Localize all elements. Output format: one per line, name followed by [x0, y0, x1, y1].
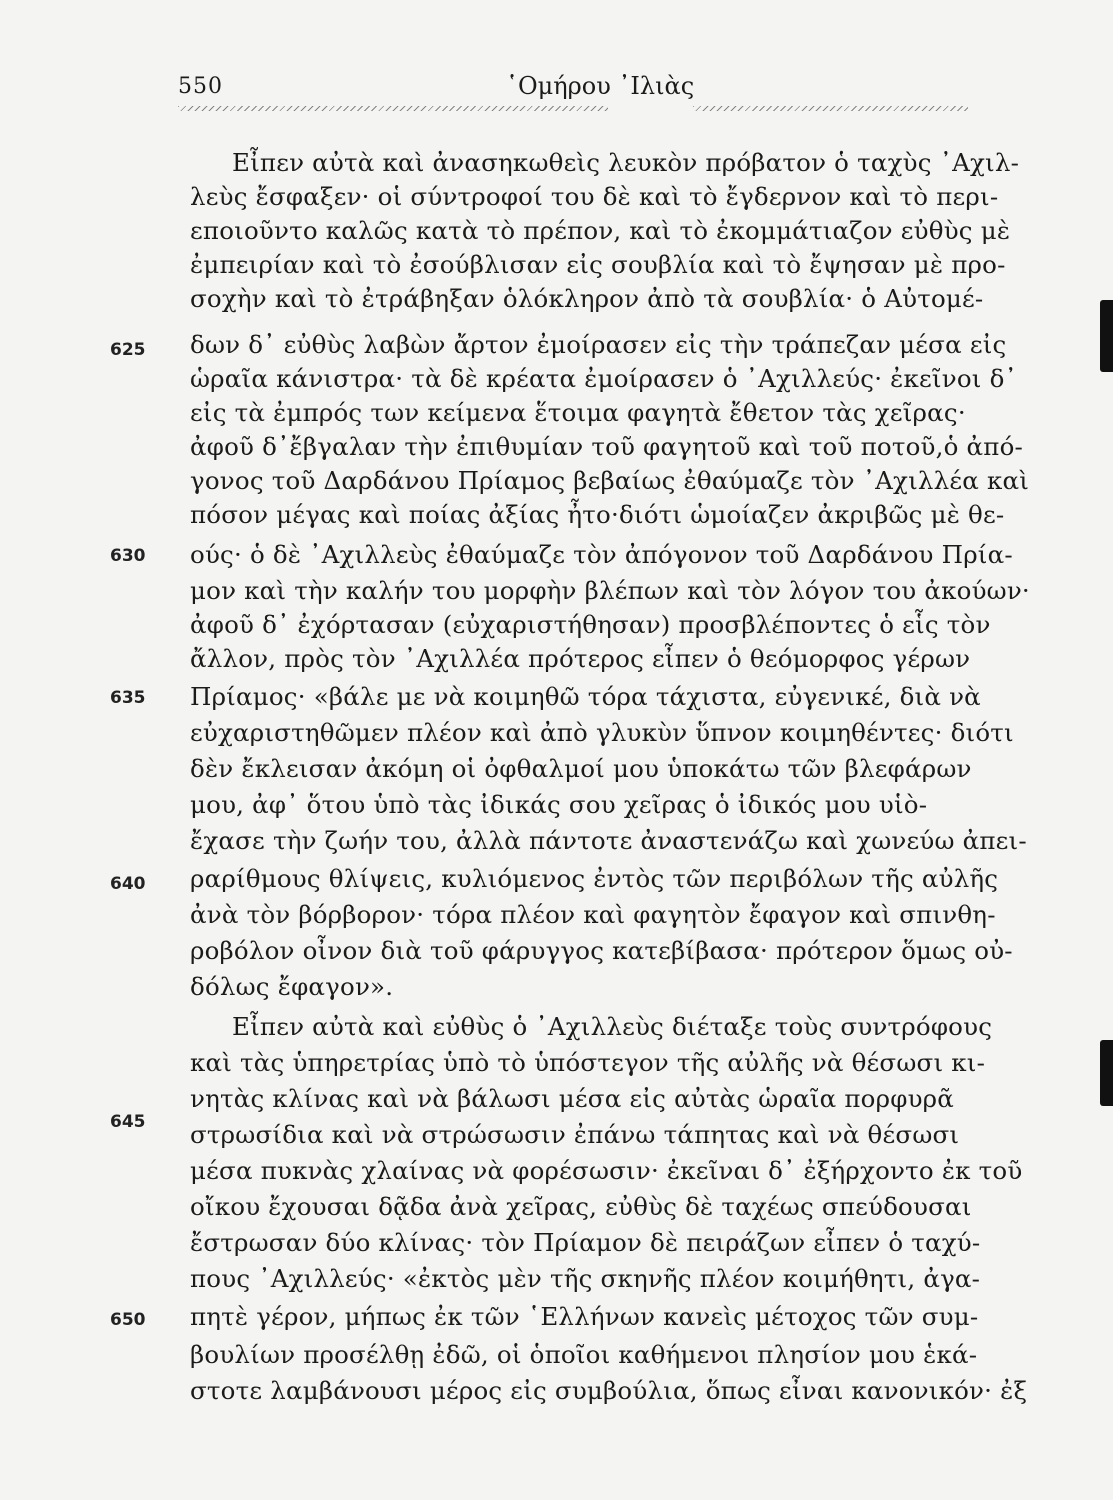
text-line: νητὰς κλίνας καὶ νὰ βάλωσι μέσα εἰς αὐτὰς ὡραῖα πορφυρᾶ [190, 1084, 955, 1113]
line-number: 640 [110, 874, 146, 894]
line-number: 630 [110, 546, 146, 566]
text-line: ἀφοῦ δ᾽ ἐχόρτασαν (εὐχαριστήθησαν) προσβλέποντες ὁ εἷς τὸν [190, 610, 991, 639]
text-line: πητὲ γέρον, μήπως ἐκ τῶν ῾Ελλήνων κανεὶς μέτοχος τῶν συμ- [190, 1302, 979, 1331]
text-line: ἀνὰ τὸν βόρβορον· τόρα πλέον καὶ φαγητὸν ἔφαγον καὶ σπινθη- [190, 900, 996, 929]
text-line: πους ᾽Αχιλλεύς· «ἐκτὸς μὲν τῆς σκηνῆς πλέον κοιμήθητι, ἀγα- [190, 1264, 981, 1293]
text-line: εὐχαριστηθῶμεν πλέον καὶ ἀπὸ γλυκὺν ὕπνον κοιμηθέντες· διότι [190, 718, 1014, 747]
text-line: ὡραῖα κάνιστρα· τὰ δὲ κρέατα ἐμοίρασεν ὁ ᾽Αχιλλεύς· ἐκεῖνοι δ᾽ [190, 364, 1017, 393]
text-line: μον καὶ τὴν καλήν του μορφὴν βλέπων καὶ τὸν λόγον του ἀκούων· [190, 576, 1030, 605]
text-line: πόσον μέγας καὶ ποίας ἀξίας ἦτο·διότι ὡμοίαζεν ἀκριβῶς μὲ θε- [190, 500, 1005, 529]
text-line: ἀφοῦ δ᾽ἔβγαλαν τὴν ἐπιθυμίαν τοῦ φαγητοῦ καὶ τοῦ ποτοῦ,ὁ ἀπό- [190, 432, 1024, 461]
text-line: ἄλλον, πρὸς τὸν ᾽Αχιλλέα πρότερος εἶπεν ὁ θεόμορφος γέρων [190, 644, 971, 673]
text-line: στρωσίδια καὶ νὰ στρώσωσιν ἐπάνω τάπητας καὶ νὰ θέσωσι [190, 1120, 960, 1149]
text-line: δων δ᾽ εὐθὺς λαβὼν ἄρτον ἐμοίρασεν εἰς τὴν τράπεζαν μέσα εἰς [190, 330, 1007, 359]
text-line: δόλως ἔφαγον». [190, 972, 394, 1001]
text-line: εποιοῦντο καλῶς κατὰ τὸ πρέπον, καὶ τὸ ἐκομμάτιαζον εὐθὺς μὲ [190, 216, 1011, 245]
text-line: σοχὴν καὶ τὸ ἐτράβηξαν ὁλόκληρον ἀπὸ τὰ σουβλία· ὁ Αὐτομέ- [190, 284, 984, 313]
scan-edge-mark [1100, 1040, 1113, 1106]
text-line: ραρίθμους θλίψεις, κυλιόμενος ἐντὸς τῶν περιβόλων τῆς αὐλῆς [190, 864, 999, 893]
text-line: ἔστρωσαν δύο κλίνας· τὸν Πρίαμον δὲ πειράζων εἶπεν ὁ ταχύ- [190, 1228, 981, 1257]
text-line: ἐμπειρίαν καὶ τὸ ἐσούβλισαν εἰς σουβλία καὶ τὸ ἔψησαν μὲ προ- [190, 250, 1006, 279]
line-number: 650 [110, 1310, 146, 1330]
text-line: μου, ἀφ᾽ ὅτου ὑπὸ τὰς ἰδικάς σου χεῖρας ὁ ἰδικός μου υἱὸ- [190, 790, 928, 819]
header-rule-left [178, 106, 608, 111]
text-line: Εἶπεν αὐτὰ καὶ εὐθὺς ὁ ᾽Αχιλλεὺς διέταξε τοὺς συντρόφους [232, 1012, 993, 1041]
text-line: εἰς τὰ ἐμπρός των κείμενα ἕτοιμα φαγητὰ ἔθετον τὰς χεῖρας· [190, 398, 966, 427]
line-number: 635 [110, 688, 146, 708]
text-line: οἴκου ἔχουσαι δᾷδα ἀνὰ χεῖρας, εὐθὺς δὲ ταχέως σπεύδουσαι [190, 1192, 972, 1221]
text-line: στοτε λαμβάνουσι μέρος εἰς συμβούλια, ὅπως εἶναι κανονικόν· ἐξ [190, 1376, 1028, 1405]
text-line: δὲν ἔκλεισαν ἀκόμη οἱ ὀφθαλμοί μου ὑποκάτω τῶν βλεφάρων [190, 754, 972, 783]
header-rule-right [693, 106, 968, 111]
line-number: 645 [110, 1112, 146, 1132]
page-header [178, 70, 968, 110]
scan-edge-mark [1100, 300, 1113, 372]
text-line: Εἶπεν αὐτὰ καὶ ἀνασηκωθεὶς λευκὸν πρόβατον ὁ ταχὺς ᾽Αχιλ- [232, 148, 1020, 177]
text-line: ούς· ὁ δὲ ᾽Αχιλλεὺς ἐθαύμαζε τὸν ἀπόγονον τοῦ Δαρδάνου Πρία- [190, 540, 1013, 569]
page-number: 550 [178, 74, 223, 99]
text-line: βουλίων προσέλθῃ ἐδῶ, οἱ ὁποῖοι καθήμενοι πλησίον μου ἑκά- [190, 1340, 978, 1369]
text-line: Πρίαμος· «βάλε με νὰ κοιμηθῶ τόρα τάχιστα, εὐγενικέ, διὰ νὰ [190, 682, 981, 711]
running-title: ῾Ομήρου ᾽Ιλιὰς [506, 72, 695, 100]
text-line: μέσα πυκνὰς χλαίνας νὰ φορέσωσιν· ἐκεῖναι δ᾽ ἐξήρχοντο ἐκ τοῦ [190, 1156, 1023, 1185]
line-number: 625 [110, 340, 146, 360]
text-line: λεὺς ἔσφαξεν· οἱ σύντροφοί του δὲ καὶ τὸ ἔγδερνον καὶ τὸ περι- [190, 182, 999, 211]
text-line: γονος τοῦ Δαρδάνου Πρίαμος βεβαίως ἐθαύμαζε τὸν ᾽Αχιλλέα καὶ [190, 466, 1030, 495]
text-line: ροβόλον οἶνον διὰ τοῦ φάρυγγος κατεβίβασα· πρότερον ὅμως οὐ- [190, 936, 1013, 965]
text-line: ἔχασε τὴν ζωήν του, ἀλλὰ πάντοτε ἀναστενάζω καὶ χωνεύω ἀπει- [190, 826, 1027, 855]
text-line: καὶ τὰς ὑπηρετρίας ὑπὸ τὸ ὑπόστεγον τῆς αὐλῆς νὰ θέσωσι κι- [190, 1048, 986, 1077]
